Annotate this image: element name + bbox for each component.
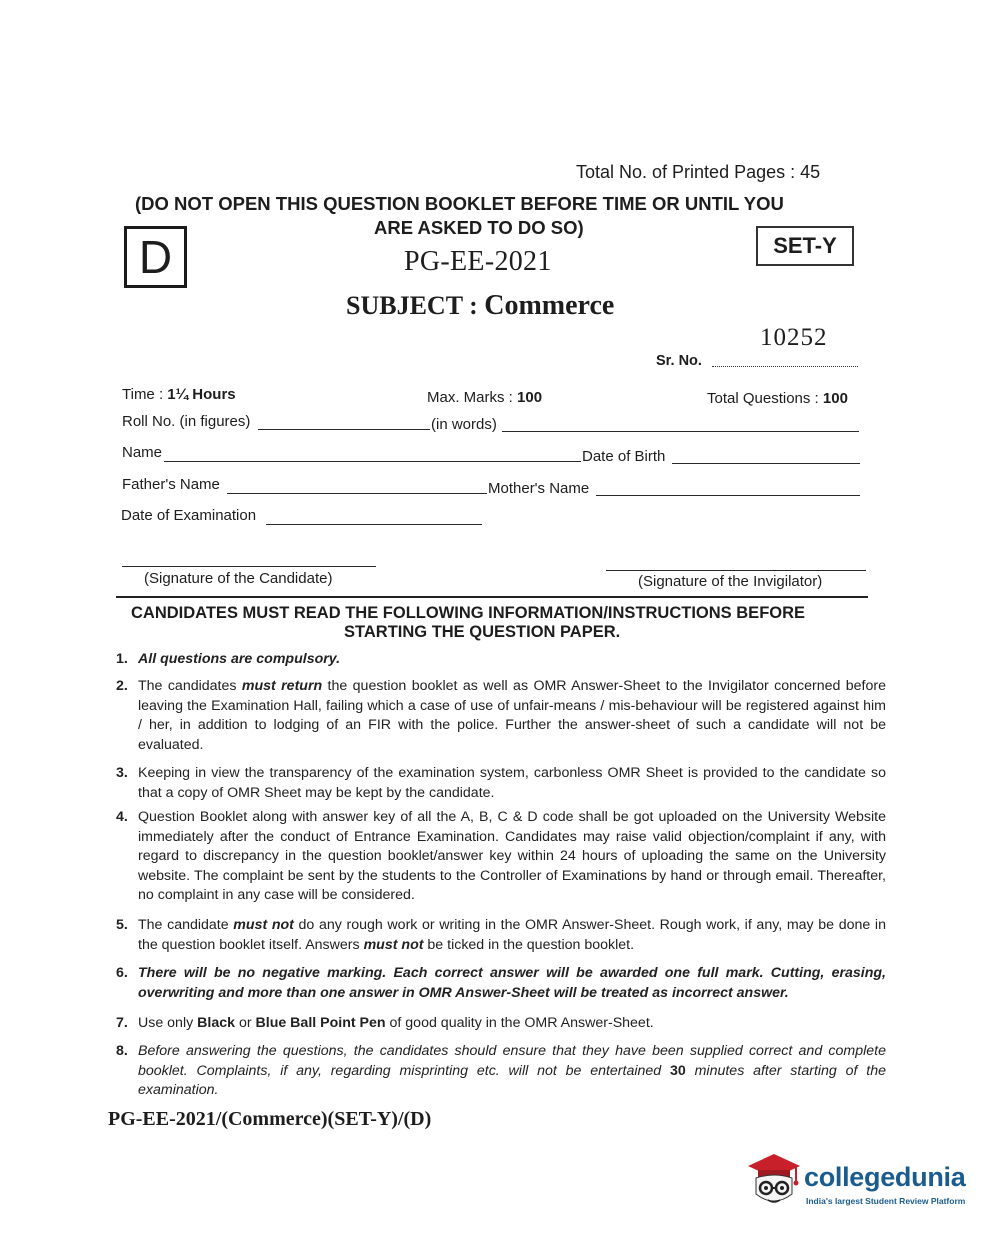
max-marks-field: Max. Marks : 100 <box>427 389 543 406</box>
instruction-item: 4. Question Booklet along with answer key of all the A, B, C & D code shall be got uploaded on the University Website immediately after the conduct of Entrance Examination. Candidates may raise valid objection/complaint if any, with regard to discrepancy in the question booklet/answer key within 24 hours of uploading the same on the University website. The complaint be sent by the students to the Controller of Examinations by hand or through email. Thereafter, no complaint in any case will be considered. <box>116 809 886 904</box>
subject-label: SUBJECT : <box>346 291 478 320</box>
father-name-line <box>227 493 487 494</box>
candidate-signature-label: (Signature of the Candidate) <box>144 570 333 587</box>
sr-no-dotted-line <box>712 366 858 367</box>
subject-line <box>346 290 614 322</box>
roll-words-line <box>502 431 859 432</box>
instruction-item: 1. All questions are compulsory. <box>116 651 341 667</box>
total-pages: Total No. of Printed Pages : 45 <box>576 162 821 182</box>
serial-number: 10252 <box>760 324 828 351</box>
time-field: Time : 1¼ Hours <box>122 386 236 403</box>
mother-name-label: Mother's Name <box>488 480 590 497</box>
logo-brand-text: collegedunia <box>804 1162 966 1192</box>
instruction-item: 6. There will be no negative marking. Each correct answer will be awarded one full mark. Cutting, erasing, overwriting and more than one answer in OMR Answer-Sheet will be treated as incorrect answer. <box>116 965 886 1001</box>
total-questions-field: Total Questions : 100 <box>707 390 848 407</box>
father-name-label: Father's Name <box>122 476 220 493</box>
roll-words-label: (in words) <box>431 416 497 433</box>
instructions-heading-1: CANDIDATES MUST READ THE FOLLOWING INFORMATION/INSTRUCTIONS BEFORE <box>131 604 806 622</box>
instruction-item: 2. The candidates must return the question booklet as well as OMR Answer-Sheet to the Invigilator concerned before leaving the Examination Hall, failing which a case of use of unfair-means / mis-behaviour will be registered against him / her, in addition to lodging of an FIR with the police. Further the answer-sheet of such a candidate will not be evaluated. <box>116 678 886 753</box>
exam-date-line <box>266 524 482 525</box>
set-box <box>756 226 854 266</box>
exam-date-label: Date of Examination <box>121 507 257 524</box>
mother-name-line <box>596 495 860 496</box>
instructions-heading-2: STARTING THE QUESTION PAPER. <box>344 623 621 641</box>
graduate-mascot-icon <box>744 1150 804 1212</box>
roll-figures-line <box>258 429 430 430</box>
candidate-signature-line <box>122 566 376 567</box>
dob-line <box>672 463 860 464</box>
dob-label: Date of Birth <box>582 448 666 465</box>
section-divider <box>116 596 868 598</box>
instruction-item: 3. Keeping in view the transparency of the examination system, carbonless OMR Sheet is provided to the candidate so that a copy of OMR Sheet may be kept by the candidate. <box>116 765 886 801</box>
warning-line-2: ARE ASKED TO DO SO) <box>374 217 584 238</box>
subject-name: Commerce <box>484 290 615 321</box>
instruction-item: 5. The candidate must not do any rough work or writing in the OMR Answer-Sheet. Rough work, if any, may be done in the question booklet itself. Answers must not be ticked in the question booklet. <box>116 917 886 953</box>
collegedunia-logo <box>744 1150 974 1220</box>
sr-no-label: Sr. No. <box>656 353 702 369</box>
instruction-item: 7. Use only Black or Blue Ball Point Pen of good quality in the OMR Answer-Sheet. <box>116 1015 654 1031</box>
invigilator-signature-label: (Signature of the Invigilator) <box>638 573 823 590</box>
booklet-code-box <box>124 226 187 288</box>
logo-tagline: India's largest Student Review Platform <box>806 1196 966 1206</box>
name-label: Name <box>122 444 163 461</box>
footer-code: PG-EE-2021/(Commerce)(SET-Y)/(D) <box>108 1108 432 1130</box>
roll-figures-label: Roll No. (in figures) <box>122 413 251 430</box>
instruction-item: 8. Before answering the questions, the candidates should ensure that they have been supplied correct and complete booklet. Complaints, if any, regarding misprinting etc. will not be entertained 30 minutes after starting of the examination. <box>116 1043 887 1099</box>
name-line <box>164 461 581 462</box>
invigilator-signature-line <box>606 570 866 571</box>
warning-line-1: (DO NOT OPEN THIS QUESTION BOOKLET BEFORE TIME OR UNTIL YOU <box>135 193 784 214</box>
set-label: SET-Y <box>773 233 837 258</box>
exam-title: PG-EE-2021 <box>404 246 552 277</box>
booklet-code: D <box>138 231 173 283</box>
